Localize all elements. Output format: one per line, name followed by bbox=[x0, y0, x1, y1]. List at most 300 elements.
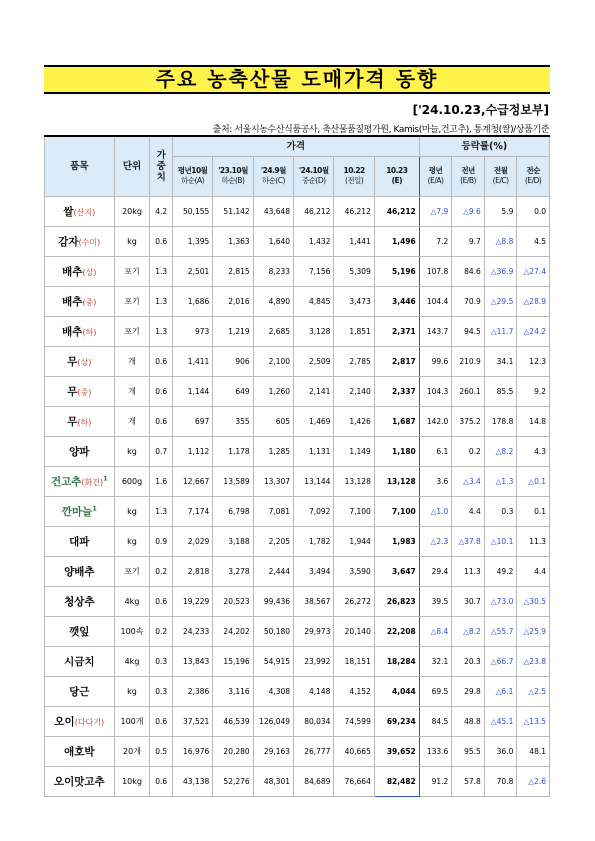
header-col-e: 10.23 (E) bbox=[374, 156, 419, 196]
price-mid-month: 38,567 bbox=[294, 586, 334, 616]
unit-cell: 10kg bbox=[114, 766, 150, 796]
unit-cell: 20개 bbox=[114, 736, 150, 766]
price-normal-year: 1,144 bbox=[172, 376, 212, 406]
price-previous-day: 7,100 bbox=[334, 496, 374, 526]
rate-vs-last-period: 4.4 bbox=[517, 556, 550, 586]
rate-vs-last-year: 11.3 bbox=[452, 556, 485, 586]
item-name bbox=[45, 646, 115, 676]
rate-vs-normal: △1.0 bbox=[419, 496, 452, 526]
table-row bbox=[45, 736, 550, 766]
rate-vs-last-period: △0.1 bbox=[517, 466, 550, 496]
rate-vs-last-year: 57.8 bbox=[452, 766, 485, 796]
page-title: 주요 농축산물 도매가격 동향 bbox=[44, 65, 550, 94]
price-last-month: 48,301 bbox=[253, 766, 293, 796]
rate-vs-last-period: 0.0 bbox=[517, 196, 550, 226]
item-name bbox=[45, 226, 115, 256]
price-last-year: 13,589 bbox=[213, 466, 253, 496]
item-name bbox=[45, 736, 115, 766]
price-today: 46,212 bbox=[374, 196, 419, 226]
price-today: 22,208 bbox=[374, 616, 419, 646]
rate-vs-last-month: △29.5 bbox=[484, 286, 517, 316]
rate-vs-last-period: 4.5 bbox=[517, 226, 550, 256]
weight-cell: 0.6 bbox=[150, 346, 172, 376]
price-last-year: 355 bbox=[213, 406, 253, 436]
weight-cell: 0.2 bbox=[150, 616, 172, 646]
rate-vs-last-month: △8.2 bbox=[484, 436, 517, 466]
table-row bbox=[45, 316, 550, 346]
rate-vs-last-period: 4.3 bbox=[517, 436, 550, 466]
rate-vs-last-period: △27.4 bbox=[517, 256, 550, 286]
price-last-month: 99,436 bbox=[253, 586, 293, 616]
rate-vs-last-period: △2.5 bbox=[517, 676, 550, 706]
item-label: 당근 bbox=[69, 685, 90, 698]
unit-cell: 개 bbox=[114, 346, 150, 376]
rate-vs-last-period: 14.8 bbox=[517, 406, 550, 436]
item-name bbox=[45, 346, 115, 376]
price-mid-month: 13,144 bbox=[294, 466, 334, 496]
rate-vs-last-period: △28.9 bbox=[517, 286, 550, 316]
price-mid-month: 80,034 bbox=[294, 706, 334, 736]
item-label: 배추 bbox=[62, 325, 83, 338]
price-today: 1,687 bbox=[374, 406, 419, 436]
rate-vs-last-month: 85.5 bbox=[484, 376, 517, 406]
rate-vs-last-month: △6.1 bbox=[484, 676, 517, 706]
price-mid-month: 4,845 bbox=[294, 286, 334, 316]
header-rate-ec: 전월 (E/C) bbox=[484, 156, 517, 196]
price-normal-year: 7,174 bbox=[172, 496, 212, 526]
price-last-month: 13,307 bbox=[253, 466, 293, 496]
rate-vs-last-period: △13.5 bbox=[517, 706, 550, 736]
price-today: 13,128 bbox=[374, 466, 419, 496]
item-label: 깐마늘 bbox=[61, 505, 93, 518]
price-previous-day: 74,599 bbox=[334, 706, 374, 736]
unit-cell: 포기 bbox=[114, 316, 150, 346]
table-row bbox=[45, 616, 550, 646]
rate-vs-last-year: 375.2 bbox=[452, 406, 485, 436]
header-rate-ed: 전순 (E/D) bbox=[517, 156, 550, 196]
item-label: 쌀 bbox=[63, 205, 74, 218]
price-mid-month: 4,148 bbox=[294, 676, 334, 706]
rate-vs-last-year: 30.7 bbox=[452, 586, 485, 616]
price-normal-year: 50,155 bbox=[172, 196, 212, 226]
table-row bbox=[45, 766, 550, 796]
weight-cell: 1.3 bbox=[150, 256, 172, 286]
rate-vs-last-year: 48.8 bbox=[452, 706, 485, 736]
weight-cell: 0.6 bbox=[150, 376, 172, 406]
unit-cell: 포기 bbox=[114, 256, 150, 286]
price-last-month: 1,285 bbox=[253, 436, 293, 466]
item-grade: (산지) bbox=[73, 207, 96, 217]
table-row bbox=[45, 286, 550, 316]
item-name bbox=[45, 316, 115, 346]
weight-cell: 0.6 bbox=[150, 406, 172, 436]
header-col-c: '24.9월 하순(C) bbox=[253, 156, 293, 196]
item-name bbox=[45, 706, 115, 736]
price-mid-month: 46,212 bbox=[294, 196, 334, 226]
price-last-year: 1,219 bbox=[213, 316, 253, 346]
rate-vs-normal: △8.4 bbox=[419, 616, 452, 646]
unit-cell: 개 bbox=[114, 376, 150, 406]
item-label: 배추 bbox=[62, 265, 83, 278]
price-normal-year: 19,229 bbox=[172, 586, 212, 616]
unit-cell: 4kg bbox=[114, 646, 150, 676]
header-weight: 가중치 bbox=[150, 136, 172, 196]
rate-vs-last-month: △11.7 bbox=[484, 316, 517, 346]
price-today: 3,647 bbox=[374, 556, 419, 586]
item-grade: (중) bbox=[77, 387, 92, 397]
item-grade: (중) bbox=[82, 297, 97, 307]
item-name bbox=[45, 616, 115, 646]
price-mid-month: 1,432 bbox=[294, 226, 334, 256]
rate-vs-normal: 133.6 bbox=[419, 736, 452, 766]
price-normal-year: 12,667 bbox=[172, 466, 212, 496]
item-label: 오이맛고추 bbox=[53, 775, 105, 788]
rate-vs-last-year: 29.8 bbox=[452, 676, 485, 706]
rate-vs-last-year: △8.2 bbox=[452, 616, 485, 646]
price-previous-day: 76,664 bbox=[334, 766, 374, 796]
price-last-month: 1,260 bbox=[253, 376, 293, 406]
unit-cell: 포기 bbox=[114, 556, 150, 586]
price-previous-day: 2,140 bbox=[334, 376, 374, 406]
unit-cell: 100개 bbox=[114, 706, 150, 736]
price-last-year: 52,276 bbox=[213, 766, 253, 796]
item-name bbox=[45, 496, 115, 526]
weight-cell: 0.9 bbox=[150, 526, 172, 556]
price-mid-month: 23,992 bbox=[294, 646, 334, 676]
rate-vs-last-year: 95.5 bbox=[452, 736, 485, 766]
price-last-month: 2,100 bbox=[253, 346, 293, 376]
price-today: 69,234 bbox=[374, 706, 419, 736]
price-normal-year: 973 bbox=[172, 316, 212, 346]
item-label: 오이 bbox=[54, 715, 75, 728]
price-today: 82,482 bbox=[374, 766, 419, 796]
unit-cell: kg bbox=[114, 226, 150, 256]
item-grade: (하) bbox=[82, 327, 97, 337]
rate-vs-normal: 99.6 bbox=[419, 346, 452, 376]
price-last-year: 15,196 bbox=[213, 646, 253, 676]
price-today: 1,496 bbox=[374, 226, 419, 256]
unit-cell: 개 bbox=[114, 406, 150, 436]
price-last-month: 2,685 bbox=[253, 316, 293, 346]
price-normal-year: 1,395 bbox=[172, 226, 212, 256]
price-last-year: 1,178 bbox=[213, 436, 253, 466]
price-today: 39,652 bbox=[374, 736, 419, 766]
price-normal-year: 24,233 bbox=[172, 616, 212, 646]
rate-vs-normal: △7.9 bbox=[419, 196, 452, 226]
price-last-year: 6,798 bbox=[213, 496, 253, 526]
price-last-year: 3,116 bbox=[213, 676, 253, 706]
rate-vs-normal: 84.5 bbox=[419, 706, 452, 736]
rate-vs-last-period: △24.2 bbox=[517, 316, 550, 346]
price-previous-day: 46,212 bbox=[334, 196, 374, 226]
price-previous-day: 3,473 bbox=[334, 286, 374, 316]
price-normal-year: 37,521 bbox=[172, 706, 212, 736]
unit-cell: 600g bbox=[114, 466, 150, 496]
rate-vs-last-month: 0.3 bbox=[484, 496, 517, 526]
rate-vs-last-period: △23.8 bbox=[517, 646, 550, 676]
price-normal-year: 1,686 bbox=[172, 286, 212, 316]
price-mid-month: 84,689 bbox=[294, 766, 334, 796]
rate-vs-last-year: 9.7 bbox=[452, 226, 485, 256]
rate-vs-last-period: 12.3 bbox=[517, 346, 550, 376]
table-row bbox=[45, 196, 550, 226]
price-previous-day: 1,149 bbox=[334, 436, 374, 466]
item-label: 감자 bbox=[58, 235, 79, 248]
price-today: 5,196 bbox=[374, 256, 419, 286]
rate-vs-normal: 104.3 bbox=[419, 376, 452, 406]
item-name bbox=[45, 376, 115, 406]
rate-vs-last-period: △30.5 bbox=[517, 586, 550, 616]
item-name bbox=[45, 766, 115, 796]
item-label: 무 bbox=[67, 385, 78, 398]
price-previous-day: 13,128 bbox=[334, 466, 374, 496]
rate-vs-last-year: 0.2 bbox=[452, 436, 485, 466]
price-last-year: 2,815 bbox=[213, 256, 253, 286]
price-last-year: 906 bbox=[213, 346, 253, 376]
rate-vs-last-year: 20.3 bbox=[452, 646, 485, 676]
item-label: 무 bbox=[67, 415, 78, 428]
item-label: 애호박 bbox=[64, 745, 95, 758]
item-footnote: 1 bbox=[92, 504, 97, 512]
rate-vs-last-year: △9.6 bbox=[452, 196, 485, 226]
weight-cell: 0.6 bbox=[150, 226, 172, 256]
price-last-year: 3,278 bbox=[213, 556, 253, 586]
item-label: 배추 bbox=[62, 295, 83, 308]
price-today: 1,180 bbox=[374, 436, 419, 466]
item-label: 깻잎 bbox=[69, 625, 90, 638]
rate-vs-last-year: △37.8 bbox=[452, 526, 485, 556]
unit-cell: kg bbox=[114, 496, 150, 526]
price-last-month: 605 bbox=[253, 406, 293, 436]
price-today: 7,100 bbox=[374, 496, 419, 526]
rate-vs-last-period: 0.1 bbox=[517, 496, 550, 526]
price-last-year: 46,539 bbox=[213, 706, 253, 736]
item-name bbox=[45, 196, 115, 226]
unit-cell: 4kg bbox=[114, 586, 150, 616]
unit-cell: kg bbox=[114, 436, 150, 466]
price-mid-month: 3,128 bbox=[294, 316, 334, 346]
table-row bbox=[45, 256, 550, 286]
unit-cell: kg bbox=[114, 526, 150, 556]
header-col-b: '23.10월 하순(B) bbox=[213, 156, 253, 196]
unit-cell: 포기 bbox=[114, 286, 150, 316]
price-mid-month: 7,092 bbox=[294, 496, 334, 526]
rate-vs-normal: 39.5 bbox=[419, 586, 452, 616]
price-last-month: 7,081 bbox=[253, 496, 293, 526]
rate-vs-last-month: 34.1 bbox=[484, 346, 517, 376]
price-mid-month: 2,509 bbox=[294, 346, 334, 376]
item-grade: (상) bbox=[82, 267, 97, 277]
rate-vs-last-period: △25.9 bbox=[517, 616, 550, 646]
price-last-year: 51,142 bbox=[213, 196, 253, 226]
rate-vs-last-month: 5.9 bbox=[484, 196, 517, 226]
price-last-month: 43,648 bbox=[253, 196, 293, 226]
price-last-month: 8,233 bbox=[253, 256, 293, 286]
item-label: 대파 bbox=[69, 535, 90, 548]
rate-vs-last-year: 94.5 bbox=[452, 316, 485, 346]
item-name bbox=[45, 436, 115, 466]
price-mid-month: 29,973 bbox=[294, 616, 334, 646]
item-name bbox=[45, 676, 115, 706]
item-grade: (상) bbox=[77, 357, 92, 367]
rate-vs-last-period: △2.6 bbox=[517, 766, 550, 796]
price-mid-month: 1,469 bbox=[294, 406, 334, 436]
header-col-prev: 10.22 (전일) bbox=[334, 156, 374, 196]
rate-vs-normal: 69.5 bbox=[419, 676, 452, 706]
weight-cell: 0.2 bbox=[150, 556, 172, 586]
rate-vs-normal: 32.1 bbox=[419, 646, 452, 676]
table-row bbox=[45, 586, 550, 616]
price-previous-day: 4,152 bbox=[334, 676, 374, 706]
weight-cell: 0.7 bbox=[150, 436, 172, 466]
price-last-month: 2,205 bbox=[253, 526, 293, 556]
price-previous-day: 5,309 bbox=[334, 256, 374, 286]
rate-vs-last-month: △55.7 bbox=[484, 616, 517, 646]
price-last-month: 2,444 bbox=[253, 556, 293, 586]
item-name bbox=[45, 526, 115, 556]
price-last-month: 54,915 bbox=[253, 646, 293, 676]
rate-vs-last-month: △1.3 bbox=[484, 466, 517, 496]
unit-cell: 100속 bbox=[114, 616, 150, 646]
table-row bbox=[45, 526, 550, 556]
rate-vs-normal: 3.6 bbox=[419, 466, 452, 496]
rate-vs-last-month: 70.8 bbox=[484, 766, 517, 796]
table-row bbox=[45, 496, 550, 526]
price-last-year: 3,188 bbox=[213, 526, 253, 556]
price-last-year: 2,016 bbox=[213, 286, 253, 316]
unit-cell: 20kg bbox=[114, 196, 150, 226]
price-normal-year: 2,386 bbox=[172, 676, 212, 706]
rate-vs-last-month: △73.0 bbox=[484, 586, 517, 616]
table-row bbox=[45, 676, 550, 706]
item-label: 건고추 bbox=[50, 475, 82, 488]
header-unit: 단위 bbox=[114, 136, 150, 196]
price-normal-year: 43,138 bbox=[172, 766, 212, 796]
weight-cell: 0.3 bbox=[150, 646, 172, 676]
price-previous-day: 1,426 bbox=[334, 406, 374, 436]
table-row bbox=[45, 646, 550, 676]
header-col-d: '24.10월 중순(D) bbox=[294, 156, 334, 196]
source-note: 출처: 서울시농수산식품공사, 축산물품질평가원, Kamis(마늘,건고추), 통계청(쌀)/상품기준 bbox=[212, 125, 549, 135]
rate-vs-last-month: 49.2 bbox=[484, 556, 517, 586]
item-label: 청상추 bbox=[64, 595, 95, 608]
rate-vs-normal: 107.8 bbox=[419, 256, 452, 286]
header-rate-ea: 평년 (E/A) bbox=[419, 156, 452, 196]
item-grade: (화건) bbox=[81, 477, 104, 487]
price-mid-month: 7,156 bbox=[294, 256, 334, 286]
price-last-month: 4,890 bbox=[253, 286, 293, 316]
table-row bbox=[45, 436, 550, 466]
price-mid-month: 2,141 bbox=[294, 376, 334, 406]
price-normal-year: 1,112 bbox=[172, 436, 212, 466]
rate-vs-last-month: △45.1 bbox=[484, 706, 517, 736]
price-previous-day: 18,151 bbox=[334, 646, 374, 676]
rate-vs-last-year: 210.9 bbox=[452, 346, 485, 376]
rate-vs-last-month: △66.7 bbox=[484, 646, 517, 676]
price-last-month: 4,308 bbox=[253, 676, 293, 706]
item-name bbox=[45, 556, 115, 586]
rate-vs-last-period: 9.2 bbox=[517, 376, 550, 406]
table-row bbox=[45, 406, 550, 436]
price-last-year: 24,202 bbox=[213, 616, 253, 646]
unit-cell: kg bbox=[114, 676, 150, 706]
price-normal-year: 697 bbox=[172, 406, 212, 436]
rate-vs-last-month: △36.9 bbox=[484, 256, 517, 286]
price-mid-month: 1,131 bbox=[294, 436, 334, 466]
item-grade: (수미) bbox=[78, 237, 101, 247]
price-mid-month: 26,777 bbox=[294, 736, 334, 766]
item-name bbox=[45, 466, 115, 496]
item-name bbox=[45, 586, 115, 616]
header-item: 품목 bbox=[45, 136, 115, 196]
table-row bbox=[45, 226, 550, 256]
rate-vs-normal: 6.1 bbox=[419, 436, 452, 466]
report-date: ['24.10.23,수급정보부] bbox=[412, 103, 549, 117]
table-row bbox=[45, 556, 550, 586]
price-mid-month: 3,494 bbox=[294, 556, 334, 586]
header-rate-eb: 전년 (E/B) bbox=[452, 156, 485, 196]
weight-cell: 0.6 bbox=[150, 586, 172, 616]
weight-cell: 1.6 bbox=[150, 466, 172, 496]
item-grade: (하) bbox=[77, 417, 92, 427]
price-today: 2,337 bbox=[374, 376, 419, 406]
weight-cell: 1.3 bbox=[150, 496, 172, 526]
price-normal-year: 1,411 bbox=[172, 346, 212, 376]
price-last-year: 649 bbox=[213, 376, 253, 406]
weight-cell: 0.3 bbox=[150, 676, 172, 706]
rate-vs-last-period: 11.3 bbox=[517, 526, 550, 556]
price-today: 3,446 bbox=[374, 286, 419, 316]
rate-vs-last-year: 84.6 bbox=[452, 256, 485, 286]
rate-vs-normal: 104.4 bbox=[419, 286, 452, 316]
table-row bbox=[45, 376, 550, 406]
rate-vs-normal: △2.3 bbox=[419, 526, 452, 556]
item-name bbox=[45, 406, 115, 436]
rate-vs-last-month: △10.1 bbox=[484, 526, 517, 556]
price-last-year: 20,280 bbox=[213, 736, 253, 766]
rate-vs-last-year: 4.4 bbox=[452, 496, 485, 526]
table-row bbox=[45, 706, 550, 736]
item-name bbox=[45, 256, 115, 286]
price-last-month: 126,049 bbox=[253, 706, 293, 736]
price-normal-year: 2,818 bbox=[172, 556, 212, 586]
weight-cell: 4.2 bbox=[150, 196, 172, 226]
price-today: 2,371 bbox=[374, 316, 419, 346]
price-previous-day: 2,785 bbox=[334, 346, 374, 376]
price-mid-month: 1,782 bbox=[294, 526, 334, 556]
table-row bbox=[45, 466, 550, 496]
item-footnote: 1 bbox=[103, 474, 108, 482]
item-name bbox=[45, 286, 115, 316]
price-today: 4,044 bbox=[374, 676, 419, 706]
weight-cell: 0.6 bbox=[150, 706, 172, 736]
price-table bbox=[44, 135, 550, 797]
price-today: 18,284 bbox=[374, 646, 419, 676]
rate-vs-last-year: 70.9 bbox=[452, 286, 485, 316]
item-grade: (다다기) bbox=[74, 717, 105, 727]
rate-vs-normal: 29.4 bbox=[419, 556, 452, 586]
price-today: 2,817 bbox=[374, 346, 419, 376]
price-previous-day: 20,140 bbox=[334, 616, 374, 646]
rate-vs-last-month: 178.8 bbox=[484, 406, 517, 436]
price-today: 1,983 bbox=[374, 526, 419, 556]
price-last-month: 50,180 bbox=[253, 616, 293, 646]
header-col-a: 평년10월 하순(A) bbox=[172, 156, 212, 196]
rate-vs-normal: 143.7 bbox=[419, 316, 452, 346]
weight-cell: 1.3 bbox=[150, 286, 172, 316]
rate-vs-last-month: 36.0 bbox=[484, 736, 517, 766]
price-previous-day: 1,851 bbox=[334, 316, 374, 346]
